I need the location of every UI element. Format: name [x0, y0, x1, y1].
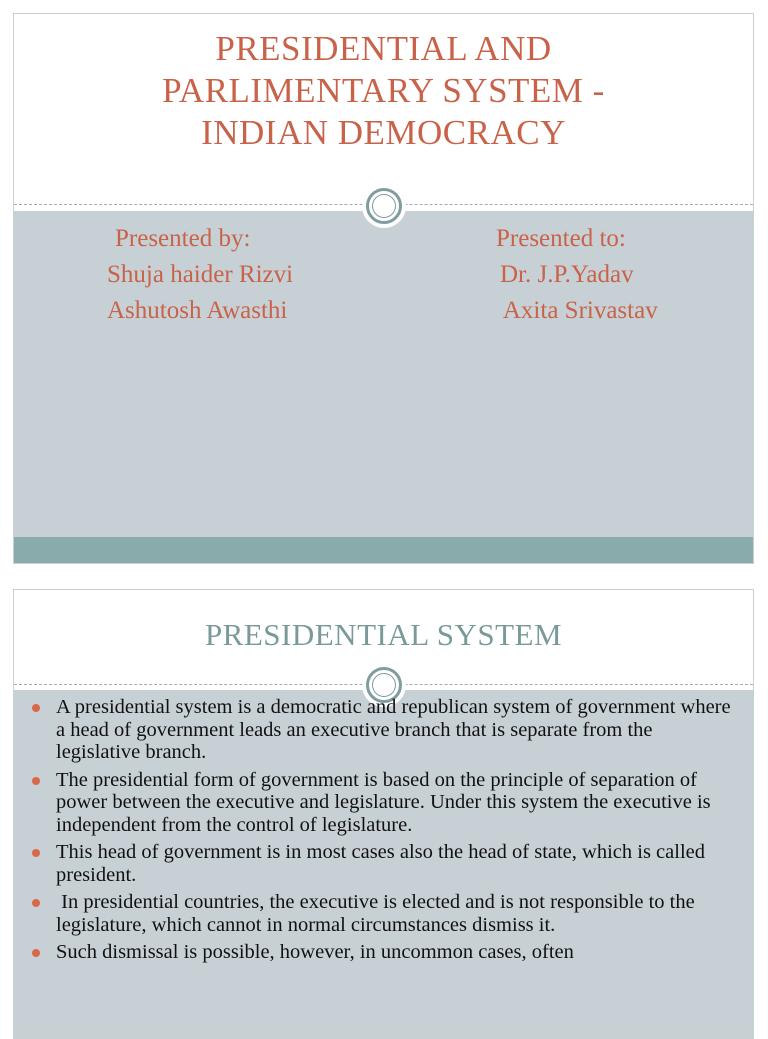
presented-by-heading: Presented by:	[115, 225, 251, 252]
bullet-dot-icon	[32, 777, 40, 785]
ring-ornament-icon	[366, 188, 402, 224]
presenter-name: Shuja haider Rizvi	[107, 261, 294, 288]
bullet-text: A presidential system is a democratic and republican system of government where a head of government leads an executive branch that is separate from the legislative branch.	[56, 696, 731, 763]
bullet-dot-icon	[32, 704, 40, 712]
footer-bar	[14, 537, 753, 564]
bullet-item	[32, 841, 739, 886]
bullet-text: Such dismissal is possible, however, in uncommon cases, often	[56, 941, 574, 963]
title-line-3: INDIAN DEMOCRACY	[201, 113, 566, 152]
slide-title-text: PRESIDENTIAL SYSTEM	[204, 617, 563, 652]
bullet-item	[32, 769, 739, 837]
presented-to-heading: Presented to:	[496, 225, 626, 252]
bullet-item	[32, 891, 739, 936]
bullet-item	[32, 941, 739, 964]
bullet-dot-icon	[32, 949, 40, 957]
bullet-text: This head of government is in most cases also the head of state, which is called president.	[56, 841, 705, 886]
title-area	[14, 14, 753, 206]
presented-to-column	[496, 221, 658, 329]
title-line-1: PRESIDENTIAL AND	[215, 29, 552, 68]
presented-by-column	[107, 221, 294, 329]
recipient-name: Axita Srivastav	[498, 297, 658, 324]
bullet-dot-icon	[32, 899, 40, 907]
bullet-item	[32, 696, 739, 764]
bullet-dot-icon	[32, 849, 40, 857]
bullet-text: The presidential form of government is based on the principle of separation of power between the executive and legislature. Under this system the executive is independent from the control of legislature.	[56, 768, 711, 836]
presenter-name: Ashutosh Awasthi	[107, 297, 288, 324]
bullet-text: In presidential countries, the executive is elected and is not responsible to the legislature, which cannot in normal circumstances dismiss it.	[56, 891, 700, 936]
bullet-list	[32, 696, 739, 969]
title-line-2: PARLIMENTARY SYSTEM -	[162, 71, 605, 110]
slide-presidential-system	[13, 589, 754, 1039]
slide-title-text	[14, 28, 753, 154]
slide-title	[13, 13, 754, 564]
recipient-name: Dr. J.P.Yadav	[500, 261, 634, 288]
